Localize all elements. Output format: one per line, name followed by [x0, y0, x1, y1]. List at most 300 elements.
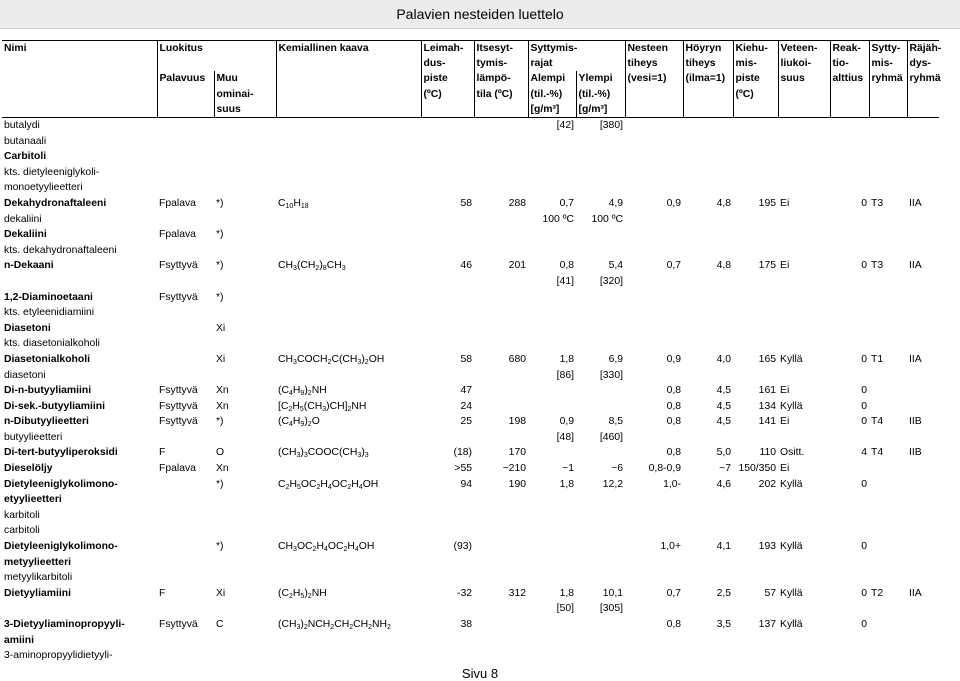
cell-rajahdysryhma [907, 617, 939, 633]
cell-nesteen-tiheys: 1,0- [663, 478, 682, 490]
cell-nesteen-tiheys [625, 368, 683, 384]
cell-kaava [276, 290, 421, 306]
cell-muu [214, 368, 276, 384]
cell-name: amiini [4, 634, 35, 646]
cell-name: Diasetonialkoholi [4, 353, 91, 365]
cell-reaktioalttius: 0 [861, 478, 868, 490]
cell-ylempi [576, 290, 625, 306]
spreadsheet [2, 40, 958, 664]
cell-kiehumispiste [733, 523, 778, 539]
cell-kiehumispiste: 202 [758, 478, 777, 490]
cell-ylempi: [380] [599, 120, 624, 132]
cell-alempi [528, 180, 576, 196]
cell-leimahduspiste: 38 [460, 619, 473, 631]
cell-rajahdysryhma: IIB [909, 416, 922, 428]
cell-syttymisryhma [869, 290, 907, 306]
cell-leimahduspiste [421, 180, 474, 196]
cell-itsesyttymislampotila [474, 336, 528, 352]
cell-muu: *) [216, 229, 224, 241]
cell-name [2, 274, 157, 290]
cell-hoyryn-tiheys: 4,1 [716, 541, 732, 553]
cell-kaava [276, 570, 421, 586]
cell-palavuus [157, 118, 214, 134]
cell-kiehumispiste [733, 243, 778, 259]
cell-itsesyttymislampotila [474, 430, 528, 446]
cell-palavuus: Fsyttyvä [159, 260, 198, 272]
cell-kaava [276, 274, 421, 290]
cell-name: dekaliini [4, 213, 42, 225]
cell-name: n-Dibutyylieetteri [4, 416, 89, 428]
table-row [2, 648, 939, 664]
cell-reaktioalttius [830, 118, 869, 134]
cell-alempi [528, 648, 576, 664]
cell-syttymisryhma [869, 492, 907, 508]
cell-name: 1,2-Diaminoetaani [4, 291, 93, 303]
cell-palavuus [157, 477, 214, 493]
cell-veteenliukoisuus [778, 555, 830, 571]
cell-ylempi [576, 570, 625, 586]
cell-rajahdysryhma [907, 227, 939, 243]
cell-palavuus [157, 633, 214, 649]
cell-itsesyttymislampotila [474, 274, 528, 290]
cell-veteenliukoisuus: Kyllä [780, 541, 803, 553]
cell-nesteen-tiheys: 0,8-0,9 [648, 463, 682, 475]
cell-itsesyttymislampotila [474, 570, 528, 586]
cell-alempi [528, 570, 576, 586]
cell-nesteen-tiheys [625, 555, 683, 571]
cell-veteenliukoisuus [778, 165, 830, 181]
cell-itsesyttymislampotila [474, 492, 528, 508]
cell-nesteen-tiheys [625, 508, 683, 524]
cell-hoyryn-tiheys [683, 227, 733, 243]
cell-veteenliukoisuus [778, 134, 830, 150]
col-header-alempi: Alempi [528, 71, 576, 86]
cell-syttymisryhma [869, 305, 907, 321]
cell-kiehumispiste [733, 274, 778, 290]
cell-kaava [276, 134, 421, 150]
cell-leimahduspiste [421, 555, 474, 571]
cell-palavuus [157, 430, 214, 446]
cell-ylempi [576, 445, 625, 461]
cell-syttymisryhma: T3 [871, 197, 884, 209]
table-row [2, 368, 939, 384]
cell-nesteen-tiheys: 0,8 [666, 385, 682, 397]
cell-kaava [276, 243, 421, 259]
cell-alempi: [48] [556, 431, 575, 443]
table-row [2, 290, 939, 306]
table-row [2, 508, 939, 524]
cell-syttymisryhma [869, 212, 907, 228]
cell-kaava [276, 321, 421, 337]
cell-ylempi [576, 555, 625, 571]
cell-alempi: 100 ºC [542, 213, 575, 225]
cell-itsesyttymislampotila [474, 648, 528, 664]
cell-itsesyttymislampotila [474, 118, 528, 134]
cell-veteenliukoisuus [778, 149, 830, 165]
cell-reaktioalttius: 0 [861, 197, 868, 209]
cell-itsesyttymislampotila [474, 617, 528, 633]
cell-name: n-Dekaani [4, 260, 54, 272]
cell-rajahdysryhma [907, 399, 939, 415]
cell-itsesyttymislampotila [474, 601, 528, 617]
cell-reaktioalttius [830, 555, 869, 571]
cell-rajahdysryhma [907, 383, 939, 399]
cell-ylempi [576, 243, 625, 259]
cell-muu [214, 633, 276, 649]
cell-kiehumispiste: 165 [758, 353, 777, 365]
cell-kaava: $CH_3OC_2H_4OC_2H_4OH$ [278, 541, 375, 554]
cell-nesteen-tiheys: 0,8 [666, 447, 682, 459]
cell-veteenliukoisuus [778, 180, 830, 196]
cell-nesteen-tiheys [625, 290, 683, 306]
cell-syttymisryhma [869, 477, 907, 493]
cell-veteenliukoisuus [778, 227, 830, 243]
cell-palavuus [157, 134, 214, 150]
table-row [2, 258, 939, 274]
cell-name: Dekahydronaftaleeni [4, 197, 107, 209]
cell-name: 3-aminopropyylidietyyli- [4, 650, 113, 662]
cell-itsesyttymislampotila [474, 321, 528, 337]
cell-veteenliukoisuus: Ei [780, 260, 790, 272]
cell-name: 3-Dietyyliaminopropyyli- [4, 619, 125, 631]
cell-reaktioalttius [830, 492, 869, 508]
cell-ylempi [576, 633, 625, 649]
cell-palavuus [157, 212, 214, 228]
cell-veteenliukoisuus [778, 243, 830, 259]
cell-alempi [528, 134, 576, 150]
cell-syttymisryhma [869, 430, 907, 446]
cell-muu: Xi [216, 353, 226, 365]
cell-itsesyttymislampotila: 312 [508, 587, 527, 599]
cell-leimahduspiste [421, 601, 474, 617]
cell-name: butyylieetteri [4, 431, 63, 443]
cell-alempi [528, 633, 576, 649]
cell-kiehumispiste [733, 227, 778, 243]
cell-nesteen-tiheys: 0,8 [666, 416, 682, 428]
cell-palavuus [157, 508, 214, 524]
cell-palavuus [157, 570, 214, 586]
cell-muu [214, 336, 276, 352]
cell-veteenliukoisuus: Kyllä [780, 478, 803, 490]
cell-kaava: $(C_4H_9)_2NH$ [278, 385, 327, 398]
cell-name: metyylikarbitoli [4, 572, 73, 584]
cell-itsesyttymislampotila [474, 555, 528, 571]
cell-alempi [528, 399, 576, 415]
cell-alempi [528, 445, 576, 461]
cell-reaktioalttius [830, 508, 869, 524]
cell-hoyryn-tiheys [683, 648, 733, 664]
cell-hoyryn-tiheys [683, 336, 733, 352]
cell-ylempi: [320] [599, 275, 624, 287]
table-row [2, 383, 939, 399]
cell-leimahduspiste: 46 [460, 260, 473, 272]
cell-ylempi [576, 617, 625, 633]
cell-alempi [528, 149, 576, 165]
cell-hoyryn-tiheys: 5,0 [716, 447, 732, 459]
cell-leimahduspiste [421, 274, 474, 290]
cell-reaktioalttius: 0 [861, 541, 868, 553]
cell-nesteen-tiheys [625, 601, 683, 617]
cell-veteenliukoisuus [778, 368, 830, 384]
cell-leimahduspiste [421, 321, 474, 337]
cell-leimahduspiste: 58 [460, 353, 473, 365]
cell-kaava [276, 149, 421, 165]
cell-alempi [528, 617, 576, 633]
cell-hoyryn-tiheys: 4,5 [716, 400, 732, 412]
cell-muu: Xi [216, 322, 226, 334]
cell-itsesyttymislampotila [474, 212, 528, 228]
cell-nesteen-tiheys: 0,7 [666, 587, 682, 599]
cell-muu [214, 523, 276, 539]
table-row [2, 212, 939, 228]
cell-palavuus: Fpalava [159, 197, 196, 209]
cell-hoyryn-tiheys: 4,5 [716, 416, 732, 428]
cell-palavuus [157, 352, 214, 368]
cell-veteenliukoisuus [778, 648, 830, 664]
cell-hoyryn-tiheys [683, 243, 733, 259]
cell-itsesyttymislampotila: 198 [508, 416, 527, 428]
cell-ylempi [576, 149, 625, 165]
cell-hoyryn-tiheys [683, 305, 733, 321]
cell-name: Dietyleeniglykolimono- [4, 478, 118, 490]
cell-name: metyylieetteri [4, 556, 71, 568]
cell-alempi [528, 508, 576, 524]
cell-ylempi [576, 383, 625, 399]
cell-itsesyttymislampotila [474, 165, 528, 181]
cell-veteenliukoisuus [778, 633, 830, 649]
cell-syttymisryhma [869, 601, 907, 617]
cell-kiehumispiste [733, 134, 778, 150]
cell-rajahdysryhma: IIA [909, 587, 922, 599]
cell-kiehumispiste [733, 290, 778, 306]
cell-ylempi: 100 ºC [591, 213, 624, 225]
cell-syttymisryhma [869, 243, 907, 259]
cell-ylempi: [330] [599, 369, 624, 381]
cell-syttymisryhma [869, 508, 907, 524]
cell-leimahduspiste [421, 149, 474, 165]
cell-syttymisryhma [869, 555, 907, 571]
cell-ylempi: 10,1 [602, 587, 624, 599]
cell-rajahdysryhma [907, 601, 939, 617]
cell-veteenliukoisuus [778, 274, 830, 290]
cell-hoyryn-tiheys [683, 601, 733, 617]
cell-syttymisryhma [869, 570, 907, 586]
cell-kiehumispiste [733, 336, 778, 352]
cell-name: Dietyyliamiini [4, 587, 71, 599]
cell-name [2, 601, 157, 617]
cell-kaava [276, 118, 421, 134]
cell-leimahduspiste [421, 368, 474, 384]
cell-muu [214, 149, 276, 165]
cell-veteenliukoisuus [778, 290, 830, 306]
cell-rajahdysryhma [907, 633, 939, 649]
cell-ylempi [576, 134, 625, 150]
cell-name: Di-tert-butyyliperoksidi [4, 447, 118, 459]
cell-name: etyylieetteri [4, 494, 62, 506]
cell-palavuus [157, 336, 214, 352]
cell-rajahdysryhma [907, 461, 939, 477]
cell-name: Carbitoli [4, 151, 47, 163]
cell-palavuus: Fsyttyvä [159, 385, 198, 397]
cell-muu: O [216, 447, 225, 459]
cell-palavuus [157, 165, 214, 181]
cell-leimahduspiste: 25 [460, 416, 473, 428]
cell-alempi: [86] [556, 369, 575, 381]
cell-leimahduspiste [421, 508, 474, 524]
cell-ylempi [576, 165, 625, 181]
cell-name: kts. dekahydronaftaleeni [4, 244, 117, 256]
cell-rajahdysryhma [907, 118, 939, 134]
cell-veteenliukoisuus [778, 305, 830, 321]
cell-muu: *) [216, 416, 224, 428]
cell-name: Di-n-butyyliamiini [4, 385, 92, 397]
cell-name: karbitoli [4, 509, 40, 521]
cell-veteenliukoisuus: Ositt. [780, 447, 805, 459]
table-row [2, 523, 939, 539]
cell-syttymisryhma: T4 [871, 447, 884, 459]
table-row [2, 149, 939, 165]
cell-itsesyttymislampotila [474, 539, 528, 555]
cell-nesteen-tiheys [625, 274, 683, 290]
cell-hoyryn-tiheys [683, 274, 733, 290]
cell-palavuus: Fpalava [159, 463, 196, 475]
cell-palavuus: Fsyttyvä [159, 400, 198, 412]
cell-itsesyttymislampotila: 190 [508, 478, 527, 490]
cell-palavuus [157, 648, 214, 664]
cell-ylempi: [305] [599, 603, 624, 615]
cell-palavuus: F [159, 447, 166, 459]
cell-kaava: $[C_2H_5(CH_3)CH]_2NH$ [278, 400, 367, 413]
cell-veteenliukoisuus: Kyllä [780, 619, 803, 631]
cell-syttymisryhma [869, 274, 907, 290]
cell-itsesyttymislampotila: 170 [508, 447, 527, 459]
cell-veteenliukoisuus [778, 601, 830, 617]
cell-leimahduspiste: 58 [460, 197, 473, 209]
cell-ylempi [576, 336, 625, 352]
col-header-muu-ominaisuus: Muu [214, 71, 276, 86]
cell-alempi [528, 290, 576, 306]
cell-hoyryn-tiheys [683, 118, 733, 134]
cell-kaava [276, 508, 421, 524]
cell-ylempi: 12,2 [602, 478, 624, 490]
cell-reaktioalttius [830, 243, 869, 259]
cell-veteenliukoisuus: Ei [780, 416, 790, 428]
cell-nesteen-tiheys [625, 180, 683, 196]
cell-kiehumispiste [733, 648, 778, 664]
cell-syttymisryhma [869, 383, 907, 399]
cell-itsesyttymislampotila [474, 399, 528, 415]
cell-kaava [276, 227, 421, 243]
table-row [2, 243, 939, 259]
table-header: Nimi Luokitus Kemiallinen kaava Leimah- Itsesyt- Syttymis- Nesteen Höyryn Kiehu- Veteen- Reak- Sytty- Räjäh- dus- tymis- rajat tiheys tiheys mis- liukoi- tio- mis- dys- Palavuus Muu piste lämpö- Alempi Ylempi (vesi=1) (ilma=1) piste suus alttius ryhmä ryhmä ominai- (ºC) tila (ºC) (til.-%) (til.-%) (ºC) suus [g/m³] [g/m³] [2, 41, 939, 118]
cell-syttymisryhma [869, 165, 907, 181]
col-header-hoyryn-tiheys: Höyryn [683, 41, 733, 57]
cell-itsesyttymislampotila: 680 [508, 353, 527, 365]
cell-kaava: $C_2H_5OC_2H_4OC_2H_4OH$ [278, 478, 379, 491]
table-row [2, 274, 939, 290]
cell-alempi: [42] [556, 120, 575, 132]
cell-syttymisryhma: T3 [871, 260, 884, 272]
cell-name: butalydi [4, 120, 40, 132]
cell-reaktioalttius: 0 [861, 416, 868, 428]
cell-leimahduspiste: 24 [460, 400, 473, 412]
cell-rajahdysryhma: IIA [909, 260, 922, 272]
col-header-itsesyttymis: Itsesyt- [474, 41, 528, 57]
cell-leimahduspiste [421, 227, 474, 243]
cell-leimahduspiste [421, 290, 474, 306]
cell-rajahdysryhma [907, 336, 939, 352]
cell-itsesyttymislampotila [474, 227, 528, 243]
cell-hoyryn-tiheys [683, 508, 733, 524]
cell-veteenliukoisuus: Kyllä [780, 353, 803, 365]
table-row [2, 586, 939, 602]
cell-kiehumispiste [733, 508, 778, 524]
cell-muu [214, 492, 276, 508]
cell-palavuus [157, 305, 214, 321]
cell-rajahdysryhma [907, 477, 939, 493]
cell-kaava: $(C_2H_5)_2NH$ [278, 587, 327, 600]
cell-alempi: ~1 [562, 463, 575, 475]
cell-rajahdysryhma [907, 243, 939, 259]
cell-reaktioalttius [830, 321, 869, 337]
table-row [2, 414, 939, 430]
cell-reaktioalttius [830, 430, 869, 446]
cell-alempi: 1,8 [559, 478, 575, 490]
cell-reaktioalttius [830, 601, 869, 617]
table-row [2, 539, 939, 555]
cell-ylempi: 4,9 [608, 197, 624, 209]
cell-itsesyttymislampotila [474, 368, 528, 384]
cell-nesteen-tiheys [625, 165, 683, 181]
table-row [2, 430, 939, 446]
cell-syttymisryhma [869, 648, 907, 664]
cell-alempi [528, 305, 576, 321]
cell-ylempi: [460] [599, 431, 624, 443]
cell-leimahduspiste [421, 212, 474, 228]
cell-kiehumispiste: 175 [758, 260, 777, 272]
cell-leimahduspiste [421, 633, 474, 649]
cell-syttymisryhma [869, 321, 907, 337]
cell-reaktioalttius [830, 290, 869, 306]
table-row [2, 461, 939, 477]
cell-kiehumispiste [733, 118, 778, 134]
cell-nesteen-tiheys: 0,8 [666, 619, 682, 631]
cell-rajahdysryhma: IIB [909, 447, 922, 459]
cell-kaava [276, 180, 421, 196]
cell-alempi [528, 523, 576, 539]
cell-rajahdysryhma [907, 134, 939, 150]
cell-leimahduspiste: (18) [453, 447, 473, 459]
table-row [2, 617, 939, 633]
cell-leimahduspiste [421, 118, 474, 134]
cell-kaava [276, 601, 421, 617]
cell-leimahduspiste [421, 134, 474, 150]
table-row [2, 165, 939, 181]
cell-itsesyttymislampotila [474, 290, 528, 306]
cell-hoyryn-tiheys [683, 633, 733, 649]
cell-hoyryn-tiheys [683, 492, 733, 508]
cell-nesteen-tiheys [625, 118, 683, 134]
cell-nesteen-tiheys [625, 523, 683, 539]
col-header-ylempi: Ylempi [576, 71, 625, 86]
cell-hoyryn-tiheys [683, 570, 733, 586]
cell-alempi [528, 227, 576, 243]
cell-muu: Xn [216, 463, 229, 475]
cell-kiehumispiste: 195 [758, 197, 777, 209]
cell-kiehumispiste [733, 368, 778, 384]
cell-itsesyttymislampotila: 288 [508, 197, 527, 209]
cell-rajahdysryhma [907, 523, 939, 539]
